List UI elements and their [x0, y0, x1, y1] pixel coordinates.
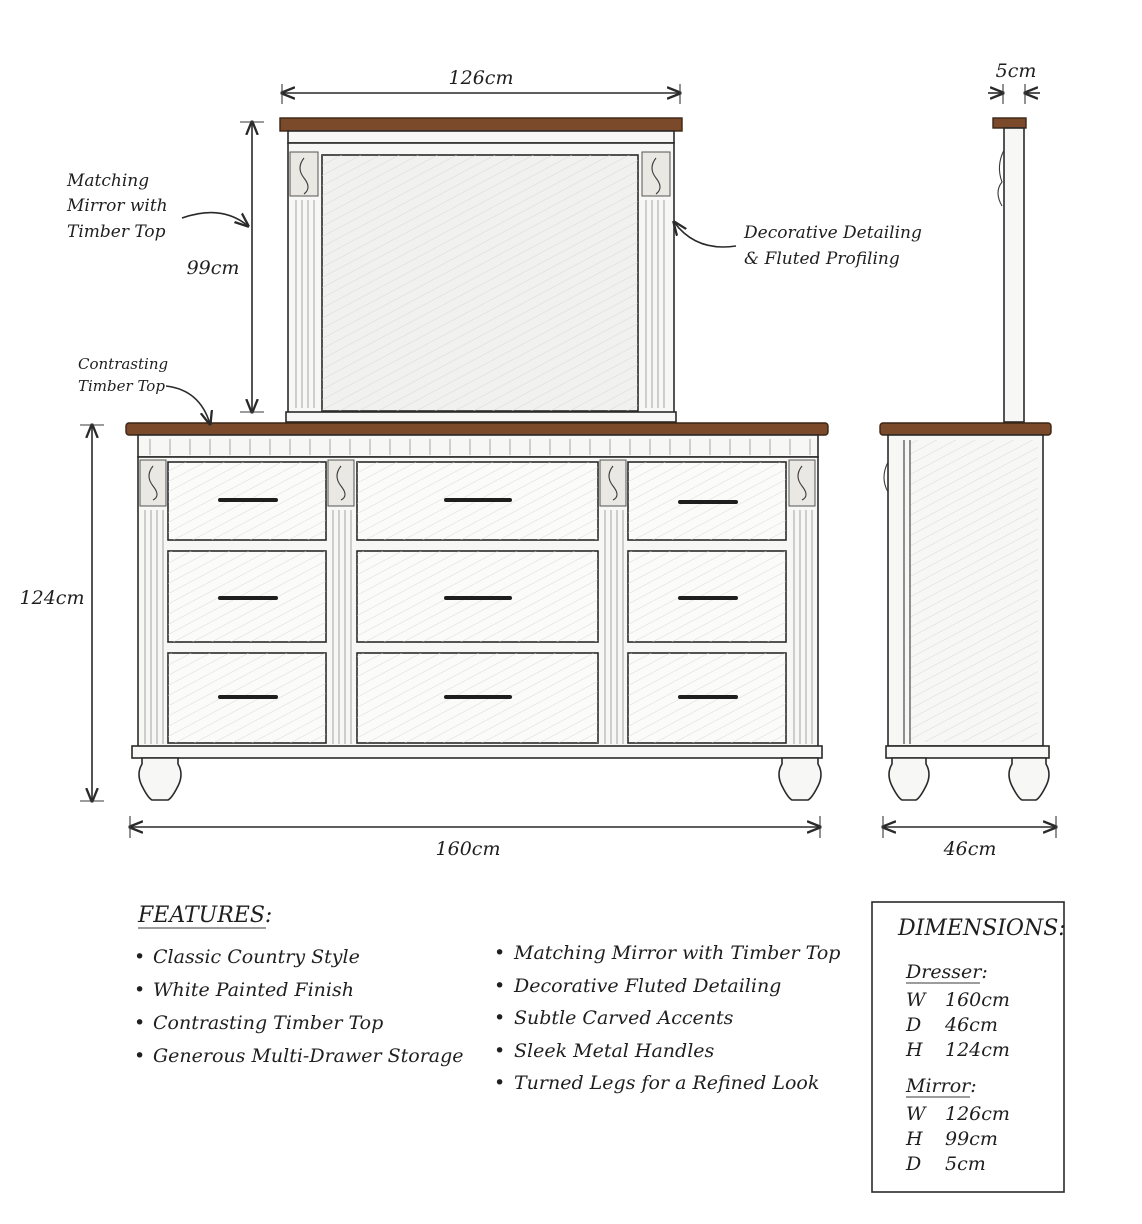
bullet: • — [494, 1007, 506, 1029]
mirror-subheading: Mirror: — [906, 1075, 977, 1097]
bullet: • — [134, 1012, 146, 1034]
dim-value: 99cm — [945, 1128, 998, 1150]
dim-axis: D — [906, 1153, 922, 1175]
annotation-line: Timber Top — [78, 377, 165, 395]
dim-axis: H — [906, 1128, 923, 1150]
bullet: • — [494, 942, 506, 964]
mirror-width-label: 126cm — [448, 67, 514, 89]
feature-item: Decorative Fluted Detailing — [514, 975, 782, 997]
carved-corbel — [140, 460, 166, 506]
dim-axis: W — [906, 1103, 926, 1125]
mirror-side-profile — [1004, 128, 1024, 422]
dresser-timber-top — [126, 423, 828, 435]
dim-value: 5cm — [945, 1153, 986, 1175]
bullet: • — [494, 975, 506, 997]
feature-item: Sleek Metal Handles — [514, 1040, 715, 1062]
dresser-width-label: 160cm — [435, 838, 501, 860]
annotation-mirror — [66, 171, 248, 242]
side-leg-front — [889, 758, 929, 800]
annotation-detailing — [674, 222, 922, 269]
leader-arrow — [182, 213, 248, 226]
plinth — [132, 746, 822, 758]
bullet: • — [134, 1045, 146, 1067]
carved-corbel — [600, 460, 626, 506]
feature-item: Contrasting Timber Top — [153, 1012, 384, 1034]
bullet: • — [494, 1040, 506, 1062]
dresser-depth-label: 46cm — [943, 838, 997, 860]
annotation-line: Contrasting — [78, 355, 169, 373]
dim-value: 160cm — [945, 989, 1010, 1011]
carved-corbel — [789, 460, 815, 506]
annotation-line: & Fluted Profiling — [744, 249, 900, 269]
annotation-line: Matching — [67, 171, 150, 191]
bullet: • — [134, 946, 146, 968]
dim-value: 124cm — [945, 1039, 1010, 1061]
leader-arrow — [166, 386, 210, 424]
feature-item: Generous Multi-Drawer Storage — [153, 1045, 464, 1067]
features-section — [134, 903, 840, 1094]
annotation-timber-top — [78, 355, 210, 424]
dim-axis: H — [906, 1039, 923, 1061]
bullet: • — [494, 1072, 506, 1094]
features-heading: FEATURES: — [138, 903, 273, 928]
annotation-line: Decorative Detailing — [744, 223, 922, 243]
side-timber-top — [880, 423, 1051, 435]
annotation-line: Timber Top — [67, 222, 166, 242]
carved-corbel — [328, 460, 354, 506]
side-leg-back — [1009, 758, 1049, 800]
dim-axis: W — [906, 989, 926, 1011]
bullet: • — [134, 979, 146, 1001]
dresser-height-label: 124cm — [19, 587, 85, 609]
annotation-line: Mirror with — [67, 196, 168, 216]
dim-axis: D — [906, 1014, 922, 1036]
side-view — [880, 118, 1051, 800]
feature-item: Classic Country Style — [153, 946, 360, 968]
leader-arrow — [674, 222, 736, 247]
turned-leg-left — [139, 758, 181, 800]
dimensions-heading: DIMENSIONS: — [898, 916, 1066, 941]
drawers — [168, 462, 786, 743]
turned-leg-right — [779, 758, 821, 800]
dim-value: 126cm — [945, 1103, 1010, 1125]
feature-item: Turned Legs for a Refined Look — [514, 1072, 820, 1094]
mirror-side-timber-top — [993, 118, 1026, 128]
feature-item: Subtle Carved Accents — [514, 1007, 734, 1029]
feature-item: White Painted Finish — [153, 979, 354, 1001]
dresser-front-view — [126, 423, 828, 800]
dim-value: 46cm — [945, 1014, 998, 1036]
dimensions-box — [872, 902, 1066, 1192]
mirror-front-view — [280, 118, 682, 422]
mirror-height-label: 99cm — [186, 257, 240, 279]
mirror-depth-label: 5cm — [995, 60, 1037, 82]
mirror-timber-top — [280, 118, 682, 131]
dresser-subheading: Dresser: — [906, 961, 988, 983]
feature-item: Matching Mirror with Timber Top — [514, 942, 841, 964]
